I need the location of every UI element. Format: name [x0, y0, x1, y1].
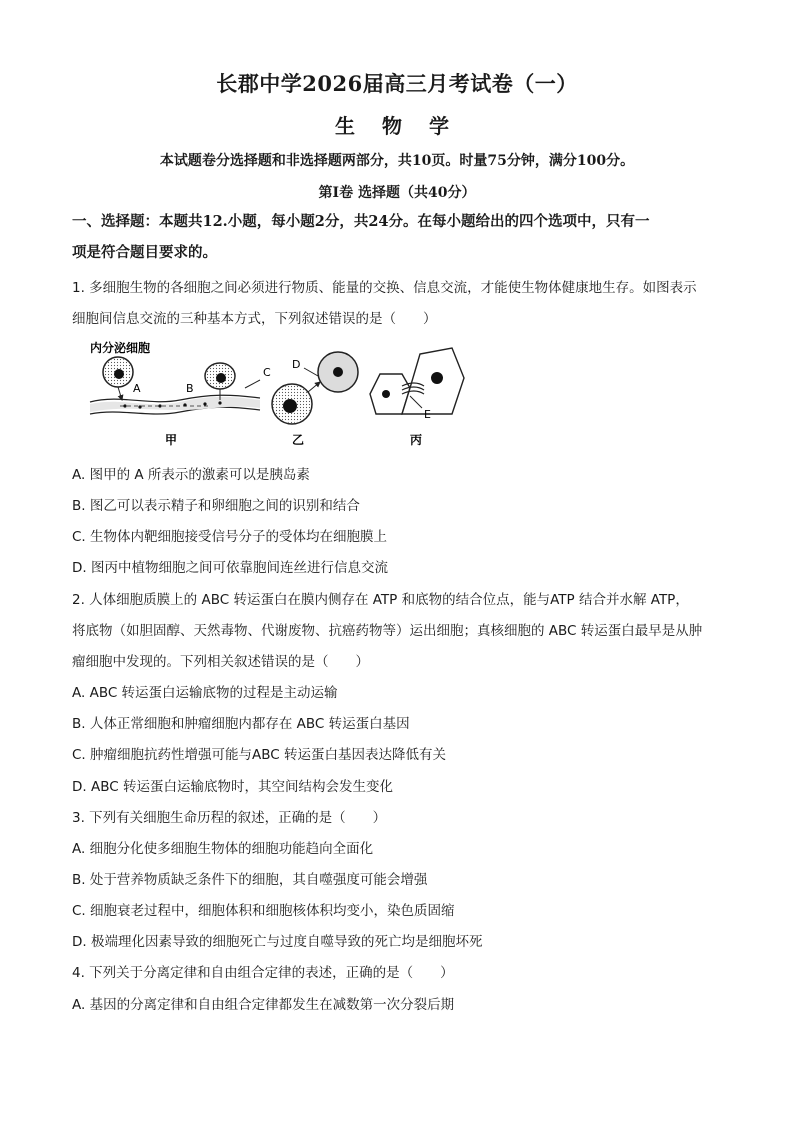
label-bing: 丙 — [410, 433, 423, 447]
section-instruction-line2: 项是符合题目要求的。 — [72, 244, 217, 261]
cell-yi-upper — [318, 352, 358, 392]
target-cell-jia — [205, 363, 235, 389]
part-heading: 第Ⅰ卷 选择题（共40分） — [318, 185, 476, 201]
q4-option-a: A. 基因的分离定律和自由组合定律都发生在减数第一次分裂后期 — [72, 997, 455, 1013]
q1-option-b: B. 图乙可以表示精子和卵细胞之间的识别和结合 — [72, 498, 360, 514]
label-A: A — [133, 382, 141, 395]
subject-title: 生 物 学 — [335, 114, 459, 138]
label-jia: 甲 — [165, 433, 178, 447]
q1-option-d: D. 图丙中植物细胞之间可依靠胞间连丝进行信息交流 — [72, 560, 388, 576]
q1-option-c: C. 生物体内靶细胞接受信号分子的受体均在细胞膜上 — [72, 529, 388, 545]
label-E: E — [424, 408, 431, 421]
label-B: B — [186, 382, 194, 395]
endocrine-cell — [103, 357, 133, 387]
q2-stem-line3: 瘤细胞中发现的。下列相关叙述错误的是（ ） — [72, 654, 369, 670]
q4-stem: 4. 下列关于分离定律和自由组合定律的表述，正确的是（ ） — [72, 965, 454, 981]
q3-option-b: B. 处于营养物质缺乏条件下的细胞，其自噬强度可能会增强 — [72, 872, 428, 888]
blood-vessel — [90, 395, 260, 414]
cell-yi-lower — [272, 384, 312, 424]
endocrine-cell-label: 内分泌细胞 — [90, 341, 151, 355]
q1-stem-line1: 1. 多细胞生物的各细胞之间必须进行物质、能量的交换、信息交流，才能使生物体健康地生存。如图表示 — [72, 280, 697, 296]
q2-option-b: B. 人体正常细胞和肿瘤细胞内都存在 ABC 转运蛋白基因 — [72, 716, 410, 732]
label-D: D — [292, 358, 301, 371]
cell-communication-figure — [80, 334, 480, 452]
exam-notice: 本试题卷分选择题和非选择题两部分，共10页。时量75分钟，满分100分。 — [159, 153, 635, 169]
q2-stem-line2: 将底物（如胆固醇、天然毒物、代谢废物、抗癌药物等）运出细胞；真核细胞的 ABC 转运蛋白最早是从肿 — [72, 623, 703, 639]
label-yi: 乙 — [292, 433, 305, 447]
q3-option-a: A. 细胞分化使多细胞生物体的细胞功能趋向全面化 — [72, 841, 374, 857]
q2-option-a: A. ABC 转运蛋白运输底物的过程是主动运输 — [72, 685, 338, 701]
exam-title: 长郡中学2026届高三月考试卷（一） — [216, 71, 578, 96]
q1-option-a: A. 图甲的 A 所表示的激素可以是胰岛素 — [72, 467, 310, 483]
q3-option-c: C. 细胞衰老过程中，细胞体积和细胞核体积均变小，染色质固缩 — [72, 903, 455, 919]
q1-stem-line2: 细胞间信息交流的三种基本方式，下列叙述错误的是（ ） — [72, 311, 437, 327]
q3-stem: 3. 下列有关细胞生命历程的叙述，正确的是（ ） — [72, 810, 387, 826]
plant-cells — [370, 348, 464, 414]
q2-stem-line1: 2. 人体细胞质膜上的 ABC 转运蛋白在膜内侧存在 ATP 和底物的结合位点，能与ATP 结合并水解 ATP， — [72, 592, 689, 608]
q2-option-c: C. 肿瘤细胞抗药性增强可能与ABC 转运蛋白基因表达降低有关 — [72, 747, 446, 763]
label-C: C — [263, 366, 271, 379]
q2-option-d: D. ABC 转运蛋白运输底物时，其空间结构会发生变化 — [72, 779, 393, 795]
q3-option-d: D. 极端理化因素导致的细胞死亡与过度自噬导致的死亡均是细胞坏死 — [72, 934, 483, 950]
section-instruction-line1: 一、选择题：本题共12.小题，每小题2分，共24分。在每小题给出的四个选项中，只有一 — [72, 213, 650, 230]
